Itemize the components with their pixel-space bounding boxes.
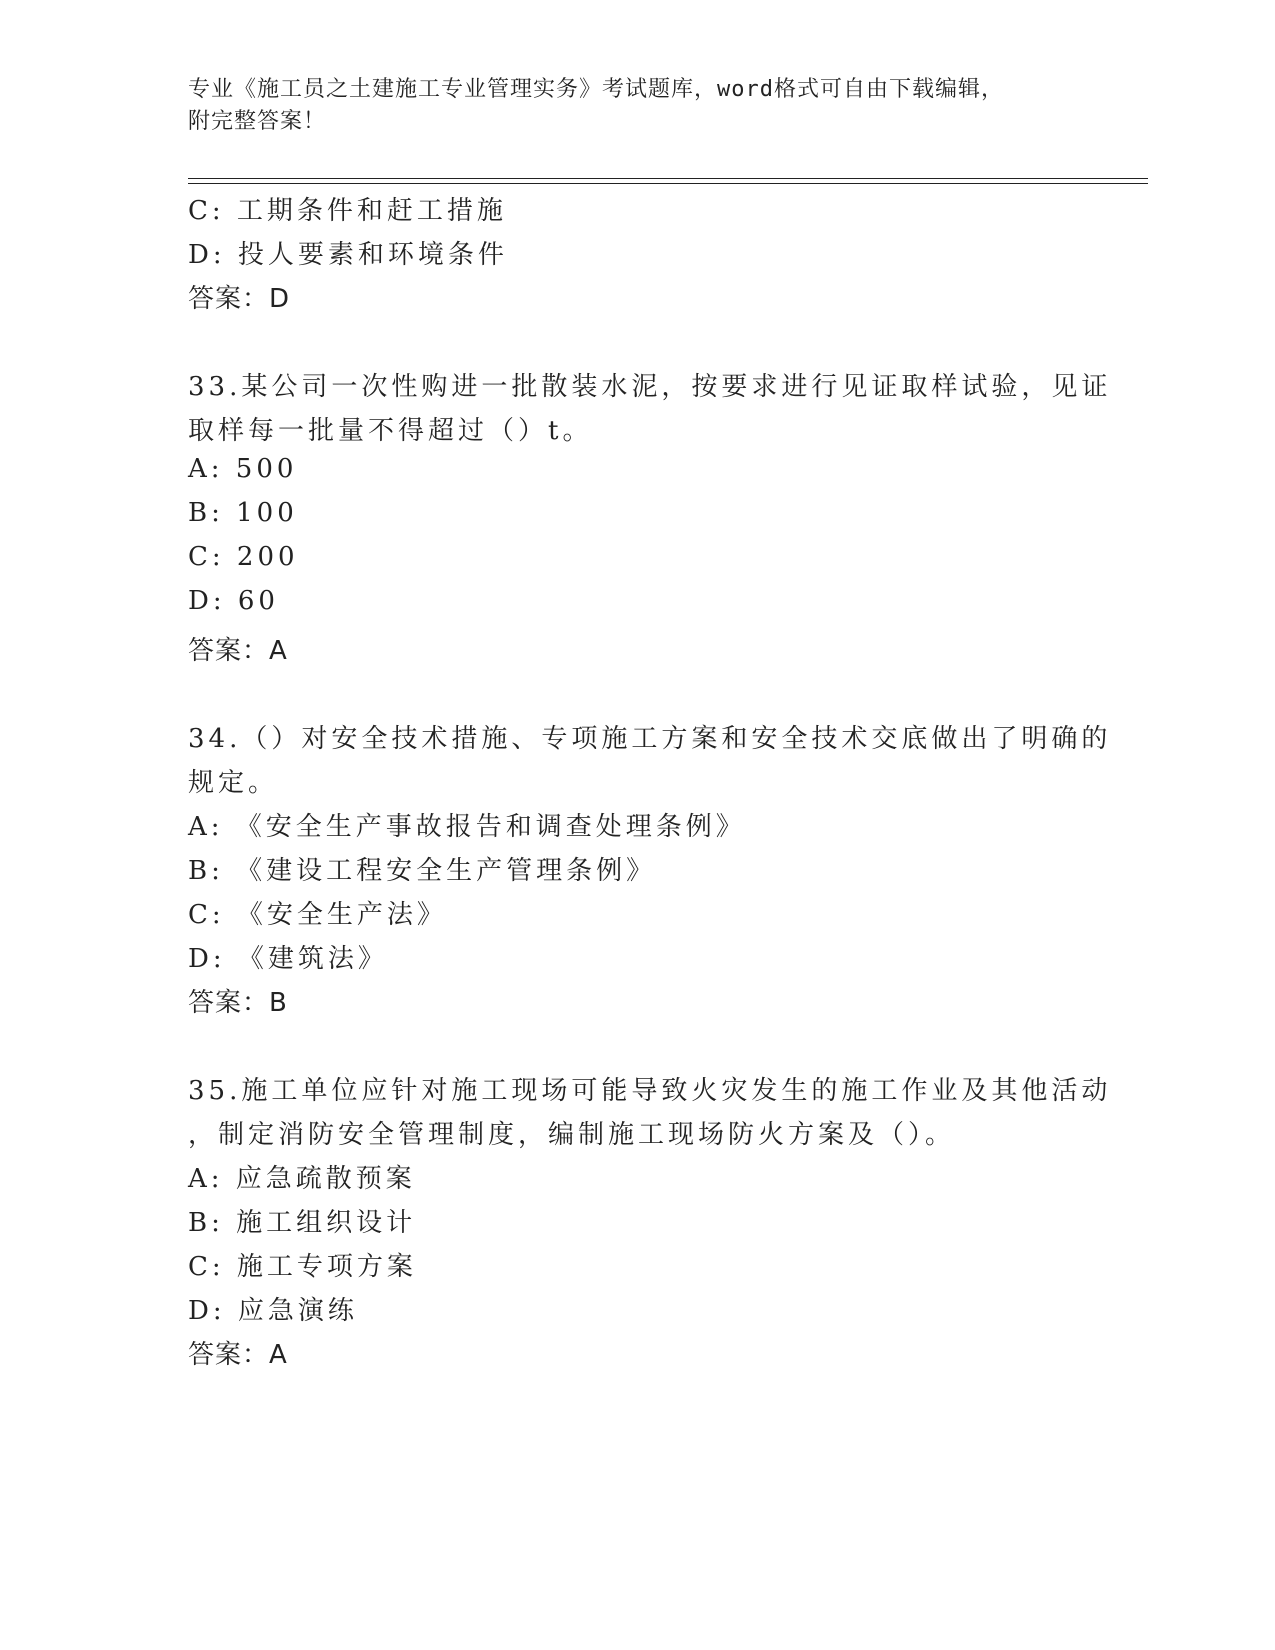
q34-answer: 答案：B (188, 988, 288, 1018)
q33-stem-line-1: 33.某公司一次性购进一批散装水泥，按要求进行见证取样试验，见证 (188, 372, 1112, 402)
q33-option-b: B: 100 (188, 498, 298, 528)
header-line-2: 附完整答案！ (188, 109, 327, 134)
q35-option-a: A: 应急疏散预案 (188, 1164, 416, 1194)
q35-option-b: B: 施工组织设计 (188, 1208, 417, 1238)
q34-option-c: C: 《安全生产法》 (188, 900, 447, 930)
header-divider-top (188, 178, 1148, 179)
q32-answer: 答案：D (188, 284, 291, 314)
q34-option-a: A: 《安全生产事故报告和调查处理条例》 (188, 812, 746, 842)
q34-option-d: D: 《建筑法》 (188, 944, 388, 974)
q35-stem-line-1: 35.施工单位应针对施工现场可能导致火灾发生的施工作业及其他活动 (188, 1076, 1112, 1106)
q35-option-d: D: 应急演练 (188, 1296, 358, 1326)
q32-option-d: D: 投人要素和环境条件 (188, 240, 508, 270)
q34-option-b: B: 《建设工程安全生产管理条例》 (188, 856, 657, 886)
q33-answer: 答案：A (188, 636, 288, 666)
q33-option-a: A: 500 (188, 454, 298, 484)
header-divider-bottom (188, 183, 1148, 184)
header-line-1: 专业《施工员之土建施工专业管理实务》考试题库，word格式可自由下载编辑， (188, 77, 1004, 102)
q33-option-c: C: 200 (188, 542, 299, 572)
q35-stem-line-2: ，制定消防安全管理制度，编制施工现场防火方案及（）。 (188, 1120, 956, 1150)
q33-stem-line-2: 取样每一批量不得超过（）t。 (188, 416, 593, 446)
q35-answer: 答案：A (188, 1340, 288, 1370)
q34-stem-line-2: 规定。 (188, 768, 279, 798)
q34-stem-line-1: 34.（）对安全技术措施、专项施工方案和安全技术交底做出了明确的 (188, 724, 1112, 754)
q35-option-c: C: 施工专项方案 (188, 1252, 417, 1282)
q32-option-c: C: 工期条件和赶工措施 (188, 196, 507, 226)
document-header (188, 74, 1088, 138)
q33-option-d: D: 60 (188, 586, 279, 616)
